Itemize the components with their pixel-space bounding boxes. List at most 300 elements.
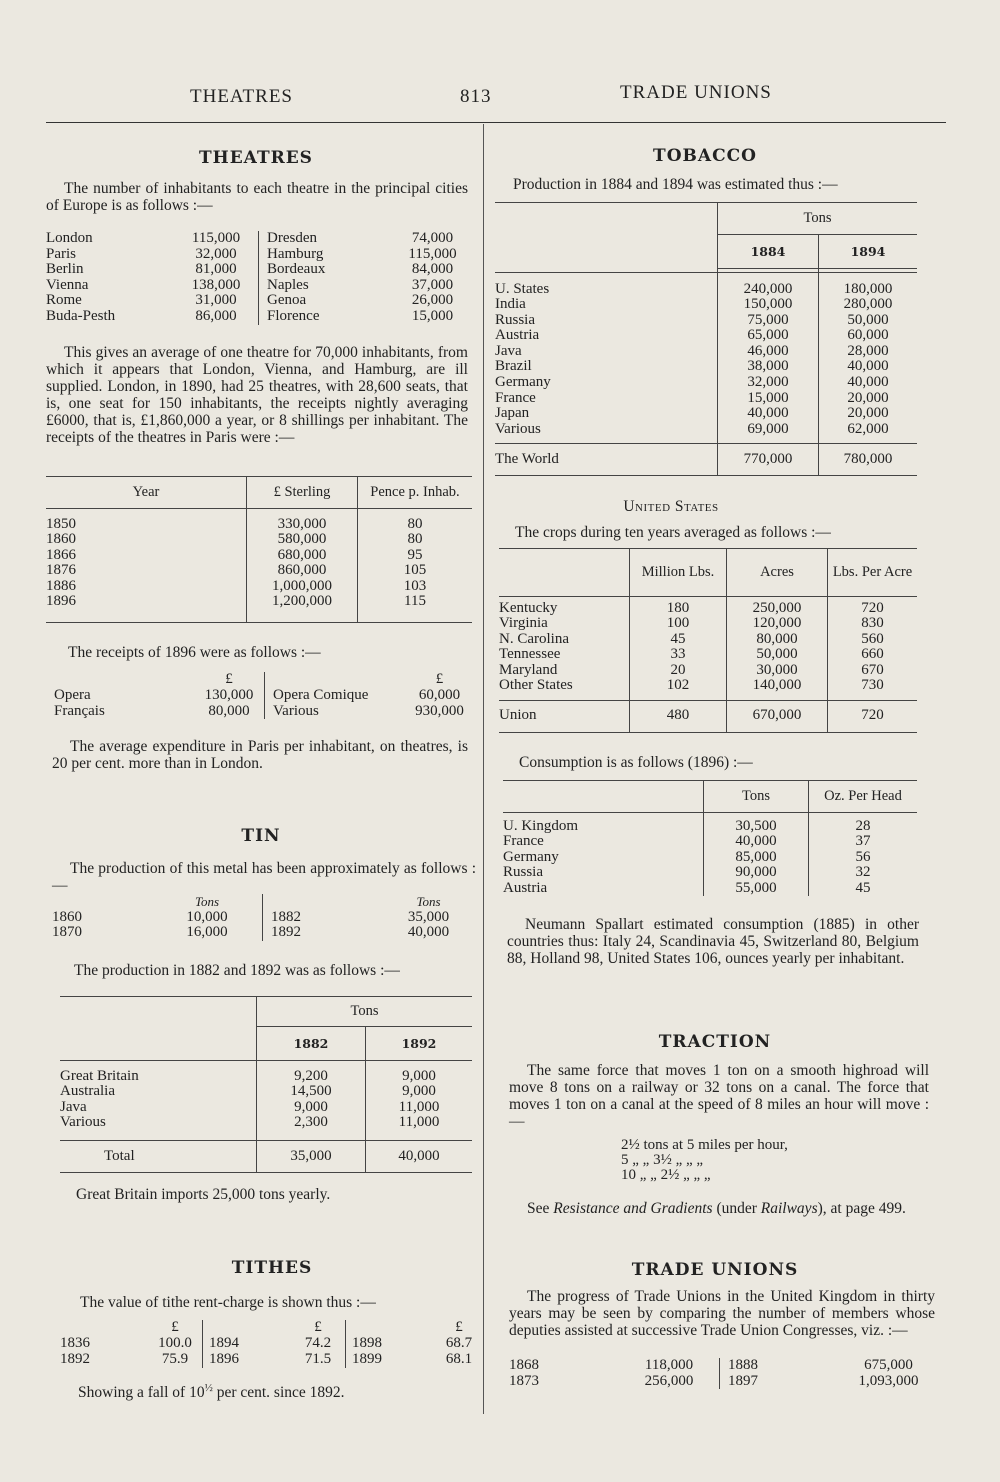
tin-country: Australia	[60, 1083, 115, 1100]
tithe-year: 1894	[203, 1336, 292, 1352]
see-reference: Railways	[760, 1200, 818, 1217]
tobacco-country: Brazil	[495, 358, 532, 375]
us-lbs-per-acre: 660	[828, 647, 918, 663]
tobacco-1894: 50,000	[819, 313, 918, 329]
tin-value-1892: 11,000	[366, 1100, 473, 1116]
tobacco-country: France	[495, 389, 536, 406]
theatres-title: THEATRES	[199, 148, 313, 168]
running-head-right: TRADE UNIONS	[620, 82, 772, 103]
tithe-value: 68.7	[445, 1334, 473, 1351]
consumption-country: Austria	[503, 879, 548, 896]
tin-value-1892: 11,000	[366, 1115, 473, 1131]
table-row	[503, 850, 917, 866]
tobacco-1894: 62,000	[819, 422, 918, 438]
tobacco-title: TOBACCO	[653, 146, 757, 166]
tin-country: Various	[60, 1114, 106, 1131]
us-total-acres: 670,000	[727, 700, 828, 732]
tons-unit-label: Tons	[416, 894, 441, 909]
tin-value: 10,000	[186, 908, 228, 925]
us-total-label: Union	[499, 707, 537, 724]
table-row	[60, 1069, 472, 1085]
city-value: 115,000	[191, 230, 241, 246]
tobacco-country: India	[495, 296, 526, 313]
receipts-year: 1850	[46, 515, 76, 532]
leader-dots	[164, 262, 174, 278]
tobacco-world-label: The World	[495, 450, 559, 467]
receipts-year: 1896	[46, 593, 76, 610]
cell	[247, 610, 358, 622]
city-name: Hamburg	[259, 247, 396, 263]
city-name: Rome	[46, 292, 82, 309]
receipts-1896-table	[54, 672, 474, 719]
consumption-tons: 85,000	[704, 850, 809, 866]
table-row	[495, 328, 917, 344]
leader-dots	[164, 247, 174, 263]
us-state: Kentucky	[499, 599, 558, 616]
tobacco-country: Various	[495, 420, 541, 437]
table-row	[46, 517, 472, 533]
consumption-oz: 32	[809, 865, 918, 881]
tin-value-1892: 9,000	[366, 1069, 473, 1085]
table-row	[54, 704, 474, 720]
receipts-pence: 95	[358, 548, 473, 564]
consumption-intro: Consumption is as follows (1896) :—	[519, 754, 753, 771]
us-acres: 120,000	[727, 616, 828, 632]
spacer-row	[46, 610, 472, 622]
us-lbs-per-acre: 830	[828, 616, 918, 632]
table-row	[52, 925, 474, 941]
expenditure-note: The average expenditure in Paris per inhabitant, on theatres, is 20 per cent. more than in London.	[52, 738, 468, 772]
leader-dots	[164, 293, 174, 309]
table-row	[60, 1084, 472, 1100]
city-name: Florence	[259, 309, 396, 325]
neumann-note: Neumann Spallart estimated consumption (1885) in other countries thus: Italy 24, Scandinavia 45, Switzerland 80, Belgium 88, Holland 98, United States 106, ounces yearly per inhabitant.	[507, 916, 919, 967]
table-row	[509, 1374, 939, 1390]
us-acres: 80,000	[727, 632, 828, 648]
city-value: 115,000	[408, 245, 457, 262]
city-value: 81,000	[195, 261, 237, 278]
traction-see-note	[509, 1200, 929, 1217]
tithe-value: 68.1	[445, 1350, 473, 1367]
running-head-left: THEATRES	[190, 86, 293, 107]
tons-unit-label: Tons	[194, 894, 220, 909]
header-rule	[46, 122, 946, 123]
tin-value: 40,000	[407, 924, 450, 941]
table-row	[495, 391, 917, 407]
table-row	[46, 532, 472, 548]
tobacco-1884: 75,000	[718, 313, 819, 329]
tobacco-intro: Production in 1884 and 1894 was estimated thus :—	[513, 176, 838, 193]
leader-dots	[164, 309, 174, 325]
tithe-year: 1892	[60, 1350, 90, 1367]
tin-intro: The production of this metal has been approximately as follows :—	[52, 860, 476, 894]
table-row	[54, 688, 474, 704]
traction-list	[621, 1138, 881, 1183]
fall-note-fraction: ½	[204, 1382, 213, 1394]
table-row	[503, 834, 917, 850]
tin-value: 35,000	[407, 908, 450, 925]
receipts-sterling: 680,000	[247, 548, 358, 564]
tin-production-table	[60, 996, 472, 1173]
cell	[46, 610, 247, 622]
city-value: 32,000	[195, 245, 237, 262]
us-total-lbs: 720	[828, 700, 918, 732]
tin-year: 1870	[52, 924, 82, 941]
tin-production-intro: The production in 1882 and 1892 was as follows :—	[74, 962, 400, 979]
tobacco-1894: 20,000	[819, 406, 918, 422]
consumption-header-tons: Tons	[704, 781, 809, 813]
receipts-pence: 103	[358, 579, 473, 595]
city-name: London	[46, 230, 93, 246]
table-row	[495, 344, 917, 360]
tobacco-1894: 280,000	[819, 297, 918, 313]
us-intro: The crops during ten years averaged as follows :—	[515, 524, 831, 541]
receipts-pence: 80	[358, 532, 473, 548]
tin-value-1882: 9,200	[257, 1069, 366, 1085]
tobacco-table	[495, 202, 917, 476]
table-row	[46, 594, 472, 610]
tin-year: 1882	[263, 910, 384, 926]
city-value: 26,000	[411, 292, 454, 309]
tithe-year: 1899	[346, 1352, 433, 1368]
tithes-intro: The value of tithe rent-charge is shown thus :—	[80, 1294, 376, 1311]
venue-value: 130,000	[204, 687, 254, 703]
us-million-lbs: 20	[630, 663, 727, 679]
consumption-country: U. Kingdom	[503, 817, 578, 834]
tobacco-1894: 40,000	[819, 375, 918, 391]
table-row	[503, 819, 917, 835]
receipts-year: 1876	[46, 562, 76, 579]
tin-value-1882: 9,000	[257, 1100, 366, 1116]
us-acres: 50,000	[727, 647, 828, 663]
venue-name: Various	[265, 704, 406, 720]
cell	[366, 1131, 473, 1141]
tobacco-country: Java	[495, 342, 522, 359]
us-lbs-per-acre: 670	[828, 663, 918, 679]
tin-year: 1892	[263, 925, 384, 941]
trade-unions-table	[509, 1358, 939, 1389]
table-row	[52, 910, 474, 926]
leader-dots	[164, 278, 174, 294]
receipts-header-pence: Pence p. Inhab.	[358, 477, 473, 509]
cell	[46, 509, 247, 517]
us-million-lbs: 45	[630, 632, 727, 648]
table-row	[46, 262, 470, 278]
us-million-lbs: 180	[630, 601, 727, 617]
traction-line-1: 2½ tons at 5 miles per hour,	[621, 1137, 788, 1153]
city-name: Bordeaux	[259, 262, 396, 278]
tu-year: 1888	[720, 1358, 839, 1374]
venue-value: 60,000	[418, 687, 461, 703]
us-header-lbs-per-acre: Lbs. Per Acre	[828, 549, 918, 597]
city-name: Genoa	[259, 293, 396, 309]
us-heading: United States	[623, 498, 719, 515]
tin-tons-header: Tons	[257, 997, 473, 1027]
tin-country: Great Britain	[60, 1067, 139, 1084]
table-row	[495, 282, 917, 298]
tobacco-1894: 20,000	[819, 391, 918, 407]
see-text: ), at page 499.	[817, 1200, 906, 1217]
tin-approx-table	[52, 894, 474, 941]
tobacco-1894: 40,000	[819, 359, 918, 375]
tobacco-1894: 180,000	[819, 282, 918, 298]
tin-imports-note: Great Britain imports 25,000 tons yearly.	[76, 1186, 331, 1203]
table-row	[46, 247, 470, 263]
city-name: Vienna	[46, 276, 89, 293]
us-million-lbs: 102	[630, 678, 727, 694]
table-row	[60, 1352, 486, 1368]
table-row	[509, 1358, 939, 1374]
leader-dots	[164, 231, 174, 247]
table-row	[495, 297, 917, 313]
receipts-year: 1860	[46, 531, 76, 548]
receipts-pence: 105	[358, 563, 473, 579]
venue-name: Opera Comique	[265, 688, 406, 704]
tithes-table	[60, 1320, 486, 1368]
consumption-country: Germany	[503, 848, 559, 865]
city-name: Paris	[46, 245, 76, 262]
tobacco-year-1884: 1884	[718, 235, 819, 269]
tithe-year: 1898	[346, 1336, 433, 1352]
us-state: Other States	[499, 677, 573, 694]
tu-value: 675,000	[864, 1357, 913, 1373]
cell	[257, 1131, 366, 1141]
table-row	[46, 309, 470, 325]
pound-sign: £	[171, 1319, 179, 1335]
consumption-tons: 30,500	[704, 819, 809, 835]
city-name: Dresden	[259, 231, 396, 247]
table-row	[46, 548, 472, 564]
table-row	[60, 1100, 472, 1116]
tobacco-country: Germany	[495, 374, 551, 391]
city-name: Naples	[259, 278, 396, 294]
us-million-lbs: 33	[630, 647, 727, 663]
tithe-value: 74.2	[304, 1334, 332, 1351]
table-row	[499, 647, 917, 663]
tobacco-1894: 28,000	[819, 344, 918, 360]
pound-sign: £	[314, 1319, 322, 1335]
theatres-intro: The number of inhabitants to each theatre in the principal cities of Europe is as follows :—	[46, 180, 468, 214]
receipts-sterling: 330,000	[247, 517, 358, 533]
tobacco-tons-header: Tons	[718, 203, 918, 235]
venue-value: 930,000	[415, 702, 464, 719]
table-row	[495, 406, 917, 422]
consumption-table	[503, 780, 917, 896]
table-row	[60, 1115, 472, 1131]
us-state: N. Carolina	[499, 630, 569, 647]
table-row	[499, 616, 917, 632]
tobacco-1884: 15,000	[718, 391, 819, 407]
tithe-value: 75.9	[161, 1350, 189, 1367]
see-reference: Resistance and Gradients	[553, 1200, 713, 1217]
pound-sign: £	[455, 1319, 463, 1335]
table-row	[495, 359, 917, 375]
consumption-tons: 40,000	[704, 834, 809, 850]
see-text: See	[527, 1200, 554, 1217]
consumption-oz: 56	[809, 850, 918, 866]
theatres-paragraph: This gives an average of one theatre for 70,000 inhabitants, from which it appears that London, Vienna, and Hamburg, are ill supplied. London, in 1890, had 25 theatres, with 28,600 seats, that is, one seat for 150 inhabitants, the receipts nightly averaging £6000, that is, £1,860,000 a year, or 8 shillings per inhabitant. The receipts of the theatres in Paris were :—	[46, 344, 468, 446]
column-divider	[483, 124, 484, 1414]
tin-value-1882: 14,500	[257, 1084, 366, 1100]
us-header-million-lbs: Million Lbs.	[630, 549, 727, 597]
consumption-country: France	[503, 833, 544, 850]
receipts-year: 1866	[46, 546, 76, 563]
trade-unions-paragraph: The progress of Trade Unions in the United Kingdom in thirty years may be seen by comparing the number of members whose deputies assisted at successive Trade Union Congresses, viz. :—	[509, 1288, 935, 1339]
tu-value: 1,093,000	[858, 1372, 919, 1389]
city-value: 15,000	[411, 307, 454, 324]
us-acres: 250,000	[727, 601, 828, 617]
tobacco-1884: 46,000	[718, 344, 819, 360]
tithe-year: 1836	[60, 1334, 90, 1351]
tin-country: Java	[60, 1098, 87, 1115]
traction-paragraph: The same force that moves 1 ton on a smooth highroad will move 8 tons on a railway or 32 tons on a canal. The force that moves 1 ton on a canal at the speed of 8 miles an hour will move :—	[509, 1062, 929, 1130]
receipts-sterling: 860,000	[247, 563, 358, 579]
receipts-header-year: Year	[132, 483, 160, 500]
fall-note-text-end: per cent. since 1892.	[212, 1384, 345, 1402]
us-lbs-per-acre: 720	[828, 601, 918, 617]
tu-year: 1873	[509, 1372, 539, 1389]
us-state: Virginia	[499, 615, 548, 632]
tin-year-1882: 1882	[257, 1027, 366, 1061]
tin-title: TIN	[241, 826, 281, 846]
tin-year: 1860	[52, 908, 82, 925]
receipts-1896-intro: The receipts of 1896 were as follows :—	[68, 644, 321, 661]
table-row	[499, 663, 917, 679]
traction-title: TRACTION	[658, 1032, 772, 1052]
city-value: 37,000	[411, 276, 454, 293]
table-row	[499, 601, 917, 617]
trade-unions-title: TRADE UNIONS	[631, 1260, 799, 1280]
city-value: 138,000	[191, 276, 241, 293]
paris-receipts-table	[46, 476, 472, 623]
us-total-million: 480	[630, 700, 727, 732]
consumption-oz: 28	[809, 819, 918, 835]
receipts-sterling: 1,000,000	[247, 579, 358, 595]
city-value: 74,000	[411, 230, 454, 246]
receipts-pence: 80	[358, 517, 473, 533]
tithes-title: TITHES	[231, 1258, 313, 1278]
tin-value-1882: 2,300	[257, 1115, 366, 1131]
tithe-value: 100.0	[158, 1334, 192, 1351]
receipts-pence: 115	[358, 594, 473, 610]
tobacco-country: Japan	[495, 405, 530, 422]
tin-year-1892: 1892	[366, 1027, 473, 1061]
tobacco-1884: 65,000	[718, 328, 819, 344]
traction-line-3: 10 „ „ 2½ „ „ „	[621, 1167, 711, 1183]
city-value: 31,000	[195, 292, 237, 309]
pound-sign: £	[225, 671, 233, 688]
venue-value: 80,000	[208, 702, 250, 719]
tu-year: 1868	[509, 1357, 539, 1373]
table-row	[503, 865, 917, 881]
cell	[358, 610, 473, 622]
city-name: Berlin	[46, 261, 84, 278]
tobacco-country: U. States	[495, 280, 550, 297]
receipts-sterling: 1,200,000	[247, 594, 358, 610]
cell	[60, 1131, 257, 1141]
receipts-year: 1886	[46, 577, 76, 594]
tobacco-year-1894: 1894	[819, 235, 918, 269]
tobacco-1884: 32,000	[718, 375, 819, 391]
table-row	[495, 422, 917, 438]
tobacco-country: Russia	[495, 311, 536, 328]
fall-note-text: Showing a fall of 10	[78, 1384, 205, 1402]
page-number: 813	[460, 86, 492, 107]
us-acres: 30,000	[727, 663, 828, 679]
tithe-year: 1896	[203, 1352, 292, 1368]
cities-table	[46, 231, 470, 325]
tobacco-country: Austria	[495, 327, 540, 344]
see-text: (under	[712, 1200, 761, 1217]
table-row	[46, 579, 472, 595]
tin-total-1892: 40,000	[366, 1141, 473, 1173]
venue-name: Français	[54, 702, 105, 719]
us-state: Tennessee	[499, 646, 561, 663]
consumption-oz: 37	[809, 834, 918, 850]
us-header-acres: Acres	[727, 549, 828, 597]
consumption-tons: 90,000	[704, 865, 809, 881]
tin-value-1892: 9,000	[366, 1084, 473, 1100]
tobacco-world-1884: 770,000	[718, 443, 819, 475]
tu-year: 1897	[720, 1374, 839, 1390]
table-row	[499, 678, 917, 694]
consumption-oz: 45	[809, 881, 918, 897]
tu-value: 256,000	[644, 1372, 694, 1389]
us-million-lbs: 100	[630, 616, 727, 632]
us-state: Maryland	[499, 661, 558, 678]
table-row	[495, 313, 917, 329]
table-row	[499, 632, 917, 648]
tin-total-label: Total	[104, 1148, 135, 1165]
spacer-row	[60, 1131, 472, 1141]
table-row	[495, 375, 917, 391]
traction-line-2: 5 „ „ 3½ „ „ „	[621, 1152, 704, 1168]
us-acres: 140,000	[727, 678, 828, 694]
tithe-value: 71.5	[304, 1350, 332, 1367]
table-row	[46, 231, 470, 247]
city-value: 84,000	[411, 261, 454, 278]
tin-total-1882: 35,000	[257, 1141, 366, 1173]
table-row	[60, 1336, 486, 1352]
table-row	[46, 278, 470, 294]
tobacco-world-1894: 780,000	[819, 443, 918, 475]
tobacco-1884: 69,000	[718, 422, 819, 438]
receipts-header-sterling: £ Sterling	[247, 477, 358, 509]
tithes-fall-note	[78, 1380, 478, 1401]
tu-value: 118,000	[644, 1357, 694, 1373]
consumption-country: Russia	[503, 864, 544, 881]
city-value: 86,000	[195, 307, 237, 324]
consumption-header-oz: Oz. Per Head	[809, 781, 918, 813]
table-row	[46, 293, 470, 309]
tobacco-1884: 38,000	[718, 359, 819, 375]
table-row	[503, 881, 917, 897]
consumption-tons: 55,000	[704, 881, 809, 897]
us-lbs-per-acre: 730	[828, 678, 918, 694]
venue-name: Opera	[54, 687, 91, 703]
receipts-sterling: 580,000	[247, 532, 358, 548]
tin-value: 16,000	[186, 924, 228, 941]
pound-sign: £	[435, 671, 444, 688]
table-row	[46, 563, 472, 579]
tobacco-1884: 150,000	[718, 297, 819, 313]
tobacco-1884: 240,000	[718, 282, 819, 298]
city-name: Buda-Pesth	[46, 307, 116, 324]
us-lbs-per-acre: 560	[828, 632, 918, 648]
us-crops-table	[499, 548, 917, 733]
running-head	[48, 82, 948, 112]
tobacco-1894: 60,000	[819, 328, 918, 344]
